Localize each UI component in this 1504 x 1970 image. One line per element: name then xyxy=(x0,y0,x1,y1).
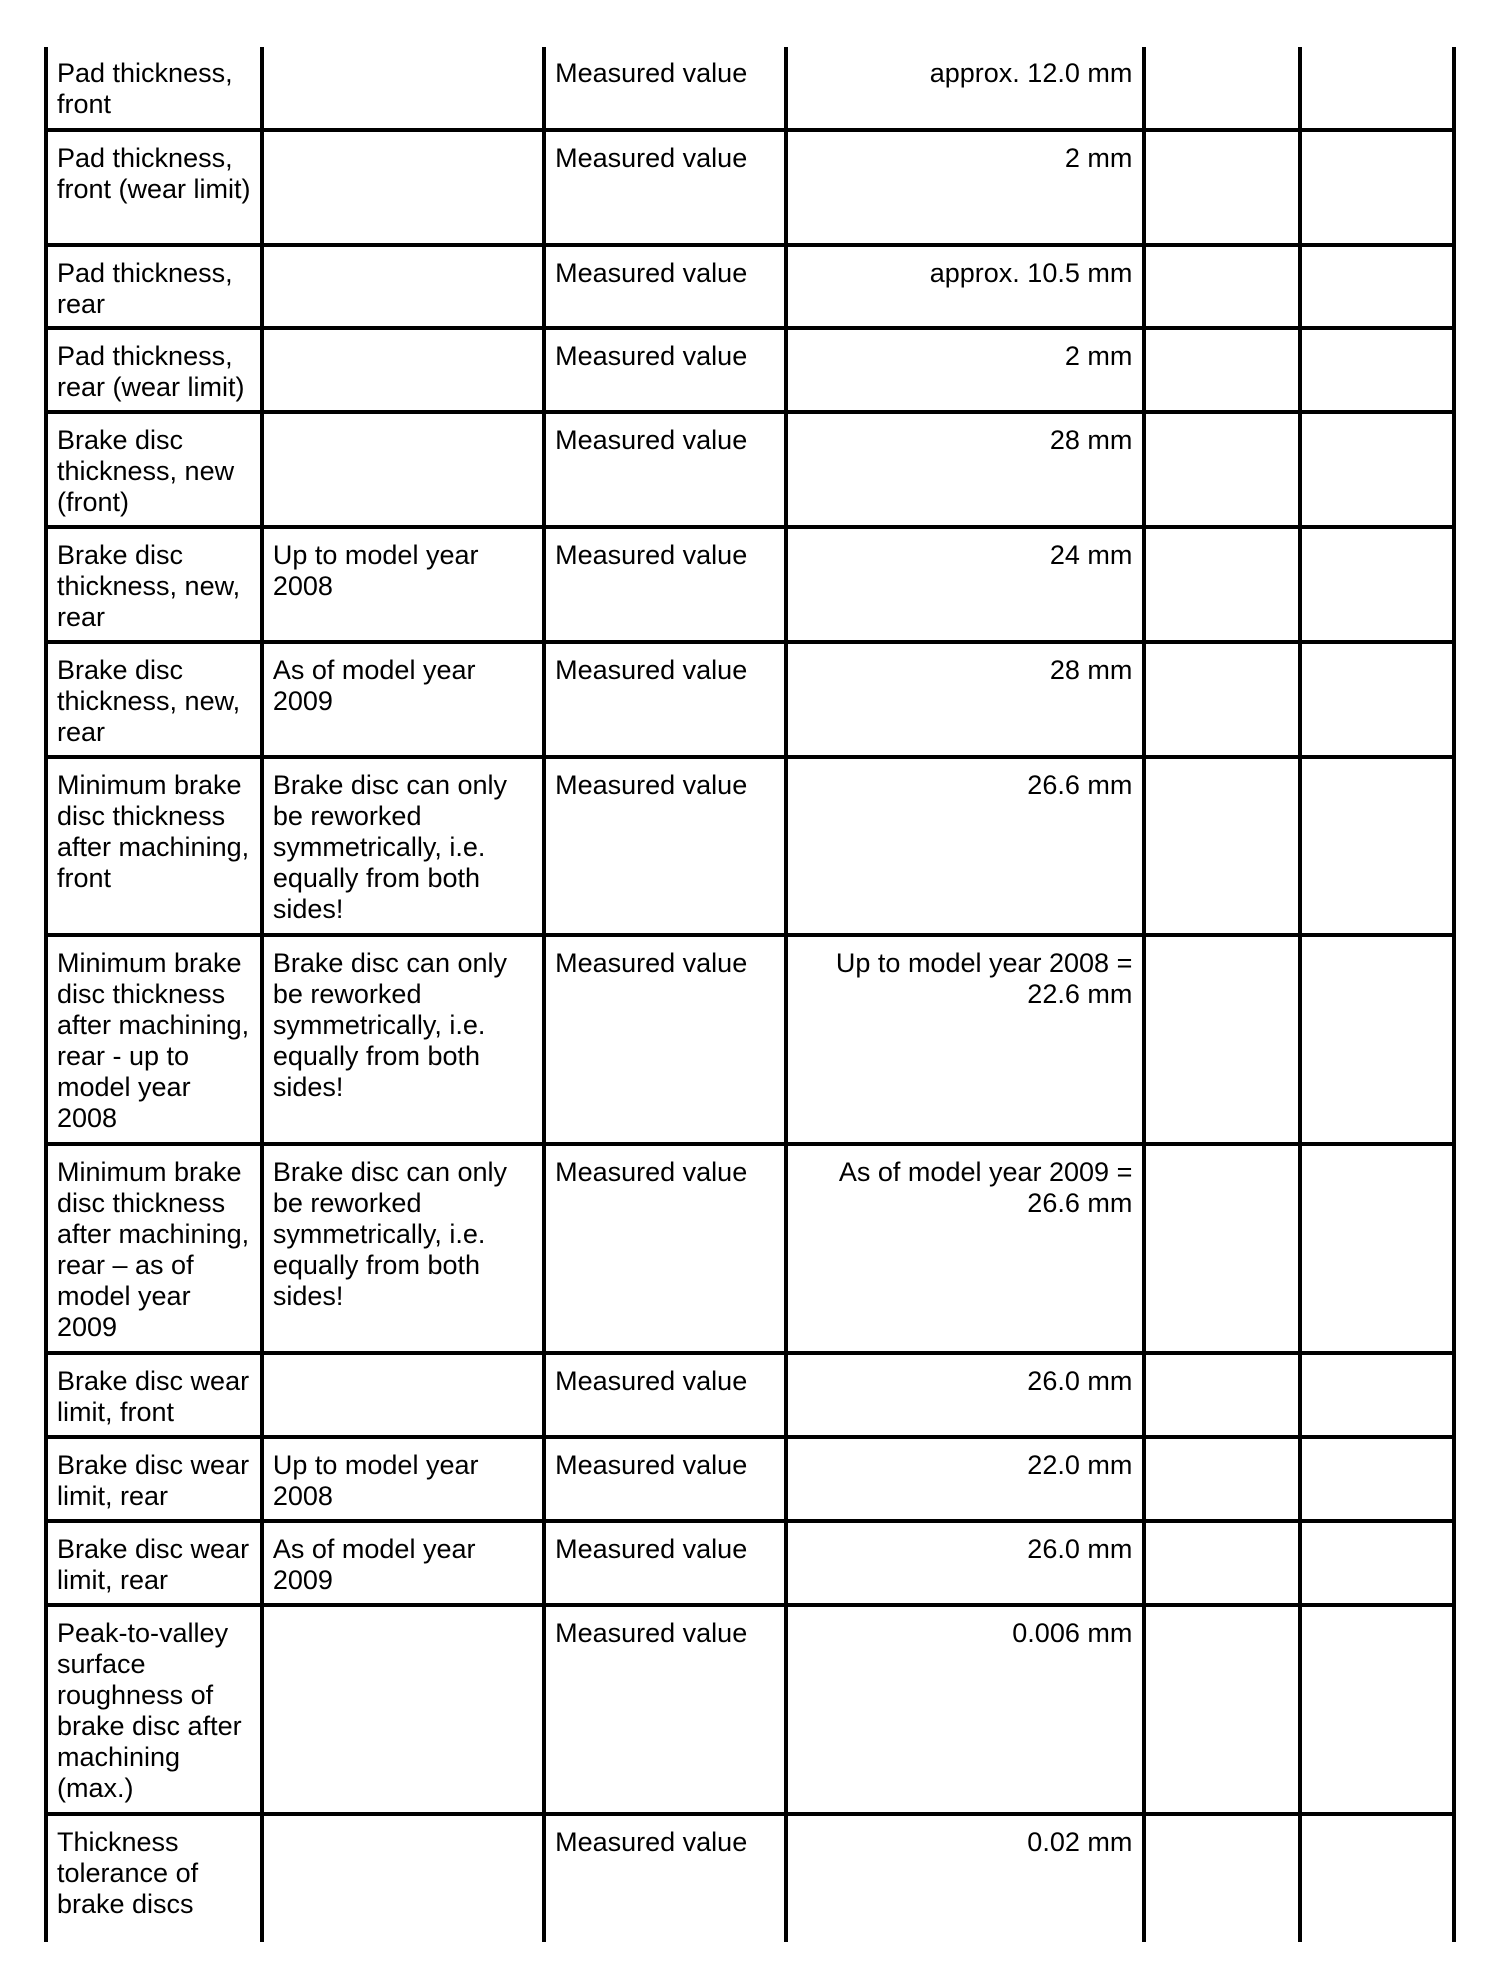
note-cell xyxy=(262,1814,544,1942)
empty-cell xyxy=(1300,1521,1454,1605)
table-row xyxy=(46,47,1454,130)
spec-name-cell: Minimum brake disc thickness after machining, front xyxy=(46,757,262,935)
table-row xyxy=(46,757,1454,935)
type-cell: Measured value xyxy=(544,245,786,328)
note-cell: Brake disc can only be reworked symmetrically, i.e. equally from both sides! xyxy=(262,1144,544,1353)
type-cell: Measured value xyxy=(544,328,786,412)
spec-name-cell: Pad thickness, rear (wear limit) xyxy=(46,328,262,412)
note-cell: Up to model year 2008 xyxy=(262,1437,544,1521)
type-cell: Measured value xyxy=(544,412,786,527)
empty-cell xyxy=(1144,245,1300,328)
empty-cell xyxy=(1300,1814,1454,1942)
spec-name-cell: Brake disc wear limit, rear xyxy=(46,1437,262,1521)
spec-name-cell: Thickness tolerance of brake discs xyxy=(46,1814,262,1942)
note-cell xyxy=(262,1605,544,1814)
note-cell xyxy=(262,1353,544,1437)
empty-cell xyxy=(1144,412,1300,527)
type-cell: Measured value xyxy=(544,935,786,1144)
spec-name-cell: Pad thickness, rear xyxy=(46,245,262,328)
table-row xyxy=(46,1814,1454,1942)
note-cell: Brake disc can only be reworked symmetrically, i.e. equally from both sides! xyxy=(262,757,544,935)
table-row xyxy=(46,527,1454,642)
table-row xyxy=(46,1144,1454,1353)
value-cell: Up to model year 2008 = 22.6 mm xyxy=(786,935,1144,1144)
spec-name-cell: Brake disc thickness, new (front) xyxy=(46,412,262,527)
type-cell: Measured value xyxy=(544,527,786,642)
value-cell: As of model year 2009 = 26.6 mm xyxy=(786,1144,1144,1353)
empty-cell xyxy=(1144,47,1300,130)
type-cell: Measured value xyxy=(544,1605,786,1814)
type-cell: Measured value xyxy=(544,1144,786,1353)
table-row xyxy=(46,1437,1454,1521)
empty-cell xyxy=(1144,527,1300,642)
value-cell: 2 mm xyxy=(786,130,1144,245)
empty-cell xyxy=(1300,527,1454,642)
value-cell: 0.006 mm xyxy=(786,1605,1144,1814)
table-row xyxy=(46,1521,1454,1605)
value-cell: 22.0 mm xyxy=(786,1437,1144,1521)
empty-cell xyxy=(1300,412,1454,527)
note-cell xyxy=(262,245,544,328)
table-row xyxy=(46,245,1454,328)
brake-spec-table xyxy=(44,47,1456,1942)
note-cell xyxy=(262,412,544,527)
type-cell: Measured value xyxy=(544,1437,786,1521)
empty-cell xyxy=(1144,328,1300,412)
empty-cell xyxy=(1144,935,1300,1144)
empty-cell xyxy=(1300,1353,1454,1437)
value-cell: 28 mm xyxy=(786,412,1144,527)
spec-name-cell: Brake disc wear limit, rear xyxy=(46,1521,262,1605)
empty-cell xyxy=(1300,642,1454,757)
note-cell: Brake disc can only be reworked symmetrically, i.e. equally from both sides! xyxy=(262,935,544,1144)
spec-name-cell: Minimum brake disc thickness after machining, rear - up to model year 2008 xyxy=(46,935,262,1144)
empty-cell xyxy=(1300,757,1454,935)
empty-cell xyxy=(1300,1437,1454,1521)
type-cell: Measured value xyxy=(544,642,786,757)
spec-name-cell: Brake disc thickness, new, rear xyxy=(46,527,262,642)
spec-name-cell: Peak-to-valley surface roughness of brake disc after machining (max.) xyxy=(46,1605,262,1814)
empty-cell xyxy=(1300,1144,1454,1353)
value-cell: 26.0 mm xyxy=(786,1521,1144,1605)
empty-cell xyxy=(1144,1353,1300,1437)
spec-name-cell: Pad thickness, front xyxy=(46,47,262,130)
value-cell: approx. 12.0 mm xyxy=(786,47,1144,130)
spec-name-cell: Brake disc thickness, new, rear xyxy=(46,642,262,757)
type-cell: Measured value xyxy=(544,130,786,245)
empty-cell xyxy=(1144,1814,1300,1942)
spec-name-cell: Brake disc wear limit, front xyxy=(46,1353,262,1437)
value-cell: approx. 10.5 mm xyxy=(786,245,1144,328)
empty-cell xyxy=(1144,1605,1300,1814)
type-cell: Measured value xyxy=(544,1814,786,1942)
empty-cell xyxy=(1144,130,1300,245)
spec-name-cell: Pad thickness, front (wear limit) xyxy=(46,130,262,245)
empty-cell xyxy=(1300,1605,1454,1814)
empty-cell xyxy=(1144,757,1300,935)
empty-cell xyxy=(1300,47,1454,130)
note-cell: Up to model year 2008 xyxy=(262,527,544,642)
type-cell: Measured value xyxy=(544,47,786,130)
empty-cell xyxy=(1144,1437,1300,1521)
type-cell: Measured value xyxy=(544,757,786,935)
note-cell: As of model year 2009 xyxy=(262,1521,544,1605)
spec-name-cell: Minimum brake disc thickness after machining, rear – as of model year 2009 xyxy=(46,1144,262,1353)
empty-cell xyxy=(1144,1521,1300,1605)
note-cell xyxy=(262,328,544,412)
table-row xyxy=(46,1353,1454,1437)
value-cell: 0.02 mm xyxy=(786,1814,1144,1942)
value-cell: 28 mm xyxy=(786,642,1144,757)
note-cell xyxy=(262,47,544,130)
note-cell: As of model year 2009 xyxy=(262,642,544,757)
empty-cell xyxy=(1300,328,1454,412)
table-row xyxy=(46,642,1454,757)
value-cell: 26.0 mm xyxy=(786,1353,1144,1437)
empty-cell xyxy=(1300,245,1454,328)
value-cell: 26.6 mm xyxy=(786,757,1144,935)
table-row xyxy=(46,1605,1454,1814)
table-row xyxy=(46,935,1454,1144)
empty-cell xyxy=(1300,935,1454,1144)
table-row xyxy=(46,328,1454,412)
value-cell: 24 mm xyxy=(786,527,1144,642)
empty-cell xyxy=(1300,130,1454,245)
empty-cell xyxy=(1144,642,1300,757)
type-cell: Measured value xyxy=(544,1353,786,1437)
empty-cell xyxy=(1144,1144,1300,1353)
type-cell: Measured value xyxy=(544,1521,786,1605)
value-cell: 2 mm xyxy=(786,328,1144,412)
note-cell xyxy=(262,130,544,245)
table-row xyxy=(46,412,1454,527)
table-row xyxy=(46,130,1454,245)
